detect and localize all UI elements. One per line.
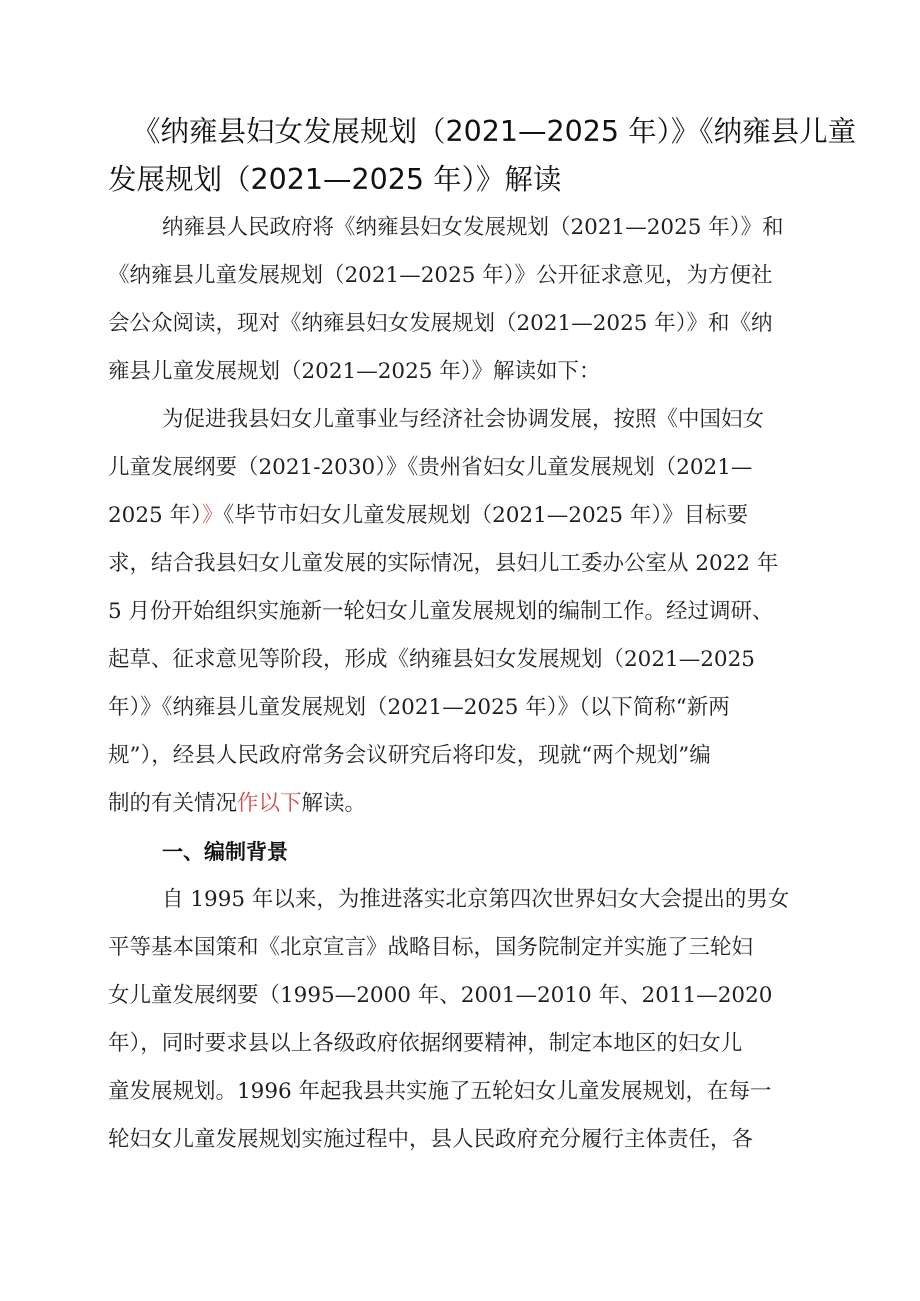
- paragraph-line: 儿童发展纲要（2021-2030）》《贵州省妇女儿童发展规划（2021—: [108, 455, 753, 480]
- paragraph-line: 纳雍县人民政府将《纳雍县妇女发展规划（2021—2025 年）》和: [162, 215, 784, 240]
- paragraph-line: 轮妇女儿童发展规划实施过程中，县人民政府充分履行主体责任，各: [108, 1127, 754, 1152]
- highlighted-text: 作以下: [237, 791, 302, 816]
- paragraph-line: 年）》《纳雍县儿童发展规划（2021—2025 年）》（以下简称“新两: [108, 695, 730, 720]
- title-line: 《纳雍县妇女发展规划（2021—2025 年）》《纳雍县儿童: [132, 115, 857, 148]
- paragraph-line: [108, 492, 824, 540]
- text-run: 2025 年）: [108, 503, 202, 528]
- paragraph-line: 平等基本国策和《北京宣言》战略目标，国务院制定并实施了三轮妇: [108, 935, 754, 960]
- text-run: 解读。: [301, 791, 367, 816]
- text-run: 制的有关情况: [108, 791, 238, 816]
- section-heading: 一、编制背景: [162, 840, 288, 864]
- background-paragraph: [108, 396, 824, 828]
- intro-paragraph: [108, 204, 824, 396]
- paragraph-line: 为促进我县妇女儿童事业与经济社会协调发展，按照《中国妇女: [162, 407, 765, 432]
- paragraph-line: 《纳雍县儿童发展规划（2021—2025 年）》公开征求意见，为方便社: [108, 263, 773, 288]
- paragraph-line: 会公众阅读，现对《纳雍县妇女发展规划（2021—2025 年）》和《纳: [108, 311, 773, 336]
- paragraph-line: 起草、征求意见等阶段，形成《纳雍县妇女发展规划（2021—2025: [108, 647, 755, 672]
- section1-paragraph: [108, 876, 824, 1164]
- highlighted-text: 》: [201, 503, 224, 528]
- title-line: 发展规划（2021—2025 年）》解读: [108, 163, 562, 196]
- paragraph-line: 求，结合我县妇女儿童发展的实际情况，县妇儿工委办公室从 2022 年: [108, 551, 779, 576]
- document-body: [108, 204, 824, 1164]
- paragraph-line: 女儿童发展纲要（1995—2000 年、2001—2010 年、2011—2020: [108, 983, 773, 1008]
- document-title: [108, 108, 857, 204]
- text-run: 《毕节市妇女儿童发展规划（2021—2025 年）》目标要: [223, 503, 749, 528]
- paragraph-line: 规”），经县人民政府常务会议研究后将印发，现就“两个规划”编: [108, 743, 711, 768]
- paragraph-line: 童发展规划。1996 年起我县共实施了五轮妇女儿童发展规划，在每一: [108, 1079, 772, 1104]
- paragraph-line: 雍县儿童发展规划（2021—2025 年）》解读如下：: [108, 359, 601, 384]
- paragraph-line: [108, 780, 824, 828]
- paragraph-line: 年），同时要求县以上各级政府依据纲要精神，制定本地区的妇女儿: [108, 1031, 743, 1056]
- paragraph-line: 自 1995 年以来，为推进落实北京第四次世界妇女大会提出的男女: [162, 887, 790, 912]
- paragraph-line: 5 月份开始组织实施新一轮妇女儿童发展规划的编制工作。经过调研、: [108, 599, 774, 624]
